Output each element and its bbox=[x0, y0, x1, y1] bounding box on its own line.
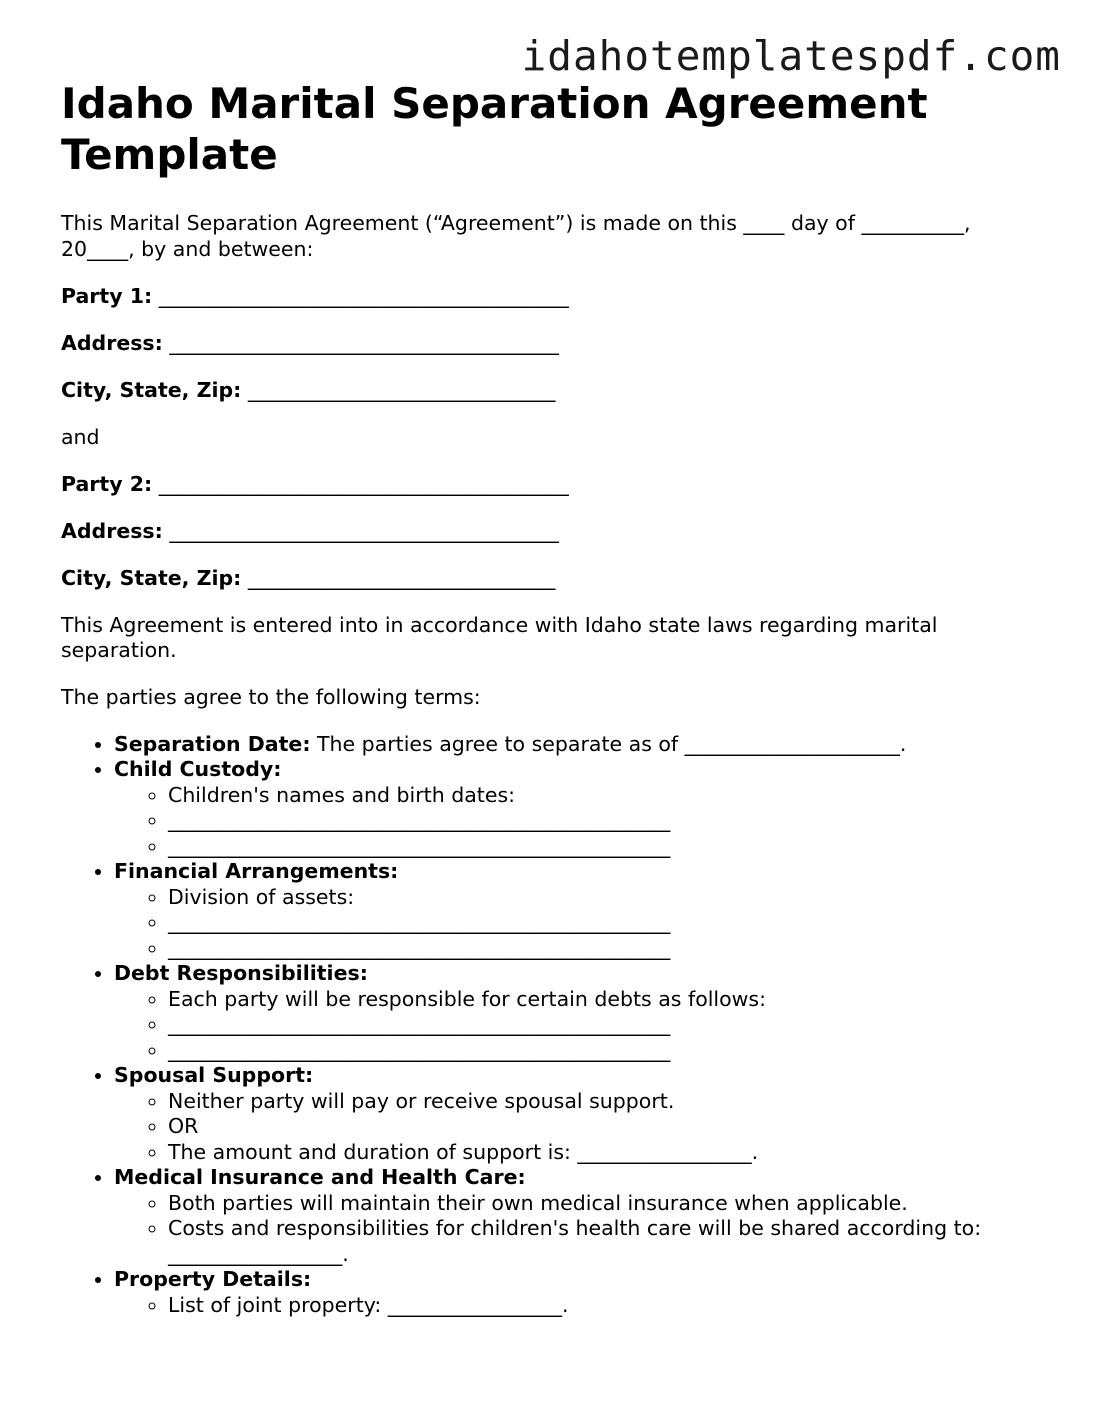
term-label: Child Custody: bbox=[114, 757, 282, 781]
party1-name-blank: ________________________________________ bbox=[152, 283, 569, 308]
term-label: Spousal Support: bbox=[114, 1063, 314, 1087]
sub-list bbox=[114, 987, 1041, 1064]
party1-city-field bbox=[61, 378, 1041, 404]
watermark: idahotemplatespdf.com bbox=[521, 32, 1061, 80]
term-medical-insurance bbox=[114, 1165, 1041, 1267]
sub-item: ◦ The amount and duration of support is: _________________. bbox=[168, 1140, 1041, 1166]
terms-list bbox=[61, 732, 1041, 1319]
term-spousal-support bbox=[114, 1063, 1041, 1165]
sub-list bbox=[114, 1089, 1041, 1166]
term-child-custody bbox=[114, 757, 1041, 859]
accordance-line-1: This Agreement is entered into in accordance with Idaho state laws regarding marital bbox=[61, 612, 938, 637]
sub-item-blank: ◦ _________________________________________________ bbox=[168, 808, 1041, 834]
party2-name-blank: ________________________________________ bbox=[152, 471, 569, 496]
term-label: Financial Arrangements: bbox=[114, 859, 399, 883]
party1-name-field bbox=[61, 284, 1041, 310]
sub-item: ◦ OR bbox=[168, 1114, 1041, 1140]
sub-item: ◦ List of joint property: _________________. bbox=[168, 1293, 1041, 1319]
sub-item-line-2: _________________. bbox=[168, 1241, 349, 1266]
intro-line-1: This Marital Separation Agreement (“Agreement”) is made on this ____ day of __________, bbox=[61, 211, 971, 235]
accordance-line-2: separation. bbox=[61, 638, 177, 662]
terms-intro: The parties agree to the following terms: bbox=[61, 685, 481, 709]
and-text: and bbox=[61, 424, 100, 449]
sub-item-blank: ◦ _________________________________________________ bbox=[168, 1038, 1041, 1064]
sub-list bbox=[114, 783, 1041, 860]
page-title: Idaho Marital Separation Agreement Template bbox=[61, 79, 928, 179]
party2-address-label: Address: bbox=[61, 518, 163, 543]
party1-name-label: Party 1: bbox=[61, 283, 153, 308]
sub-item: ◦ Neither party will pay or receive spousal support. bbox=[168, 1089, 1041, 1115]
party2-address-field bbox=[61, 519, 1041, 545]
party1-address-blank: ______________________________________ bbox=[162, 330, 559, 355]
sub-list bbox=[114, 1293, 1041, 1319]
intro-line-2: 20____, by and between: bbox=[61, 236, 314, 261]
party1-address-field bbox=[61, 331, 1041, 357]
term-separation-date bbox=[114, 732, 1041, 758]
sub-item: ◦ Children's names and birth dates: bbox=[168, 783, 1041, 809]
term-debt-responsibilities bbox=[114, 961, 1041, 1063]
sub-item: ◦ Both parties will maintain their own medical insurance when applicable. bbox=[168, 1191, 1041, 1217]
party2-name-label: Party 2: bbox=[61, 471, 153, 496]
term-text: The parties agree to separate as of _____________________. bbox=[310, 731, 907, 756]
sub-list bbox=[114, 1191, 1041, 1268]
party2-city-field bbox=[61, 566, 1041, 592]
party2-name-field bbox=[61, 472, 1041, 498]
intro-paragraph bbox=[61, 211, 1041, 262]
sub-item: ◦ Each party will be responsible for certain debts as follows: bbox=[168, 987, 1041, 1013]
party2-city-label: City, State, Zip: bbox=[61, 565, 242, 590]
party2-city-blank: ______________________________ bbox=[241, 565, 556, 590]
sub-item: ◦ Division of assets: bbox=[168, 885, 1041, 911]
party1-city-label: City, State, Zip: bbox=[61, 377, 242, 402]
term-label: Property Details: bbox=[114, 1267, 312, 1291]
term-label: Debt Responsibilities: bbox=[114, 961, 368, 985]
document-page bbox=[61, 78, 1041, 1318]
sub-item bbox=[168, 1216, 1041, 1267]
party1-address-label: Address: bbox=[61, 330, 163, 355]
term-label: Separation Date: bbox=[114, 731, 311, 756]
party1-city-blank: ______________________________ bbox=[241, 377, 556, 402]
party2-address-blank: ______________________________________ bbox=[162, 518, 559, 543]
sub-item-blank: ◦ _________________________________________________ bbox=[168, 910, 1041, 936]
sub-item-blank: ◦ _________________________________________________ bbox=[168, 1012, 1041, 1038]
term-label: Medical Insurance and Health Care: bbox=[114, 1165, 526, 1189]
sub-item-blank: ◦ _________________________________________________ bbox=[168, 936, 1041, 962]
term-property-details bbox=[114, 1267, 1041, 1318]
term-financial-arrangements bbox=[114, 859, 1041, 961]
sub-item-line-1: Costs and responsibilities for children's health care will be shared according to: bbox=[168, 1216, 982, 1240]
sub-list bbox=[114, 885, 1041, 962]
accordance-paragraph bbox=[61, 613, 1041, 664]
sub-item-blank: ◦ _________________________________________________ bbox=[168, 834, 1041, 860]
